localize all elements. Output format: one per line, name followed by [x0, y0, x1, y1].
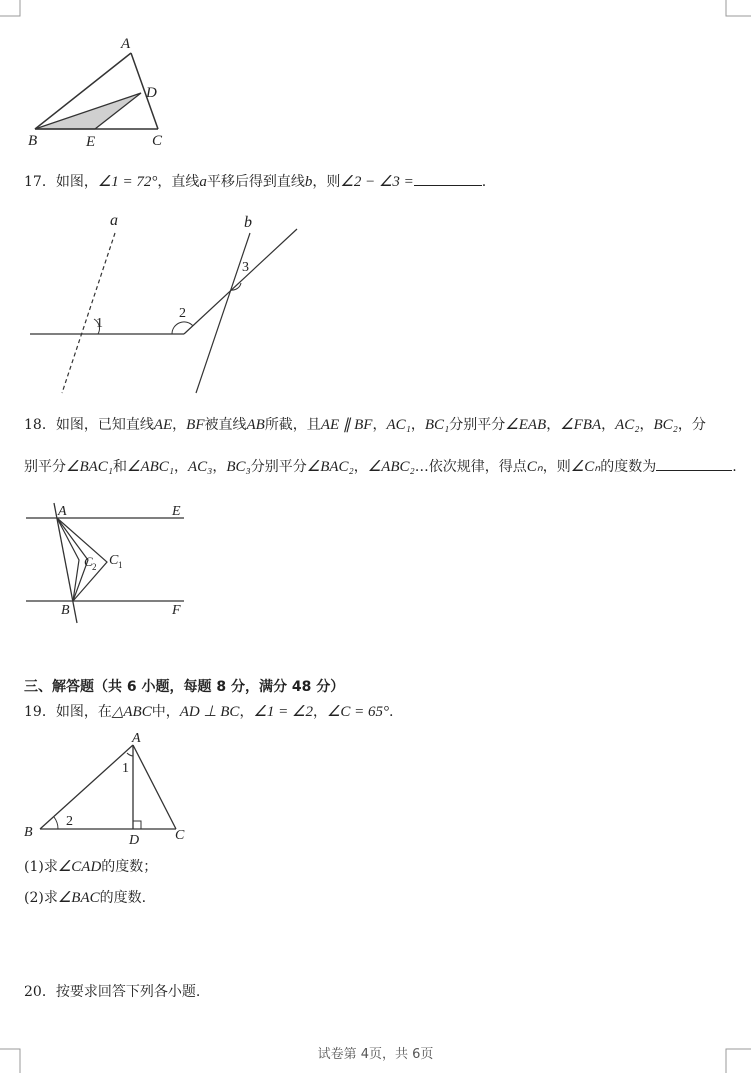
- answer-blank-17: [414, 171, 482, 186]
- label-a: A: [121, 36, 131, 52]
- label-c2-sub: 2: [92, 562, 97, 572]
- label-angle-1: 1: [122, 761, 129, 776]
- label-d: D: [129, 833, 140, 848]
- label-c2: C: [84, 554, 93, 569]
- label-f: F: [172, 603, 181, 618]
- figure-q16: [24, 32, 174, 152]
- label-angle-2: 2: [66, 814, 73, 829]
- label-a: A: [132, 731, 141, 746]
- page-footer: 试卷第 4页，共 6页: [317, 1047, 434, 1062]
- label-a: A: [58, 504, 67, 519]
- answer-blank-18: [656, 456, 732, 471]
- label-b: B: [61, 603, 70, 618]
- section-3-heading: 三、解答题（共 6 小题，每题 8 分，满分 48 分）: [24, 679, 345, 695]
- figure-q18: [24, 498, 204, 628]
- question-19-part-1: (1)求∠CAD的度数；: [24, 859, 158, 875]
- label-b: B: [24, 825, 33, 840]
- label-c1: C: [109, 553, 119, 568]
- question-18-line-1: 18．如图，已知直线AE，BF被直线AB所截，且AE ∥ BF，AC₁，BC₁分别平分∠EAB，∠FBA，AC₂，BC₂，分: [24, 417, 706, 433]
- question-17: 17．如图，∠1 = 72°，直线a平移后得到直线b，则∠2 − ∠3 = .: [24, 171, 486, 192]
- label-c: C: [152, 133, 163, 149]
- label-line-b: b: [244, 214, 252, 231]
- question-19: 19．如图，在△ABC中，AD ⊥ BC，∠1 = ∠2，∠C = 65°.: [24, 704, 394, 720]
- label-line-a: a: [110, 212, 118, 229]
- label-e: E: [86, 134, 96, 150]
- label-angle-2: 2: [179, 306, 186, 321]
- label-angle-3: 3: [242, 260, 249, 275]
- label-d: D: [146, 85, 157, 101]
- question-19-part-2: (2)求∠BAC的度数.: [24, 890, 147, 906]
- question-18-line-2: 别平分∠BAC₁和∠ABC₁，AC₃，BC₃分别平分∠BAC₂，∠ABC₂…依次规律，得点Cₙ，则∠Cₙ的度数为 .: [24, 456, 737, 477]
- label-c1-sub: 1: [118, 560, 123, 570]
- figure-q19: [20, 728, 195, 850]
- shaded-triangle-bde: [35, 93, 141, 129]
- figure-q17: [24, 205, 314, 400]
- question-20: 20．按要求回答下列各小题.: [24, 984, 201, 1000]
- label-c: C: [175, 828, 185, 843]
- label-b: B: [28, 133, 38, 149]
- label-angle-1: 1: [96, 316, 103, 331]
- label-e: E: [172, 504, 181, 519]
